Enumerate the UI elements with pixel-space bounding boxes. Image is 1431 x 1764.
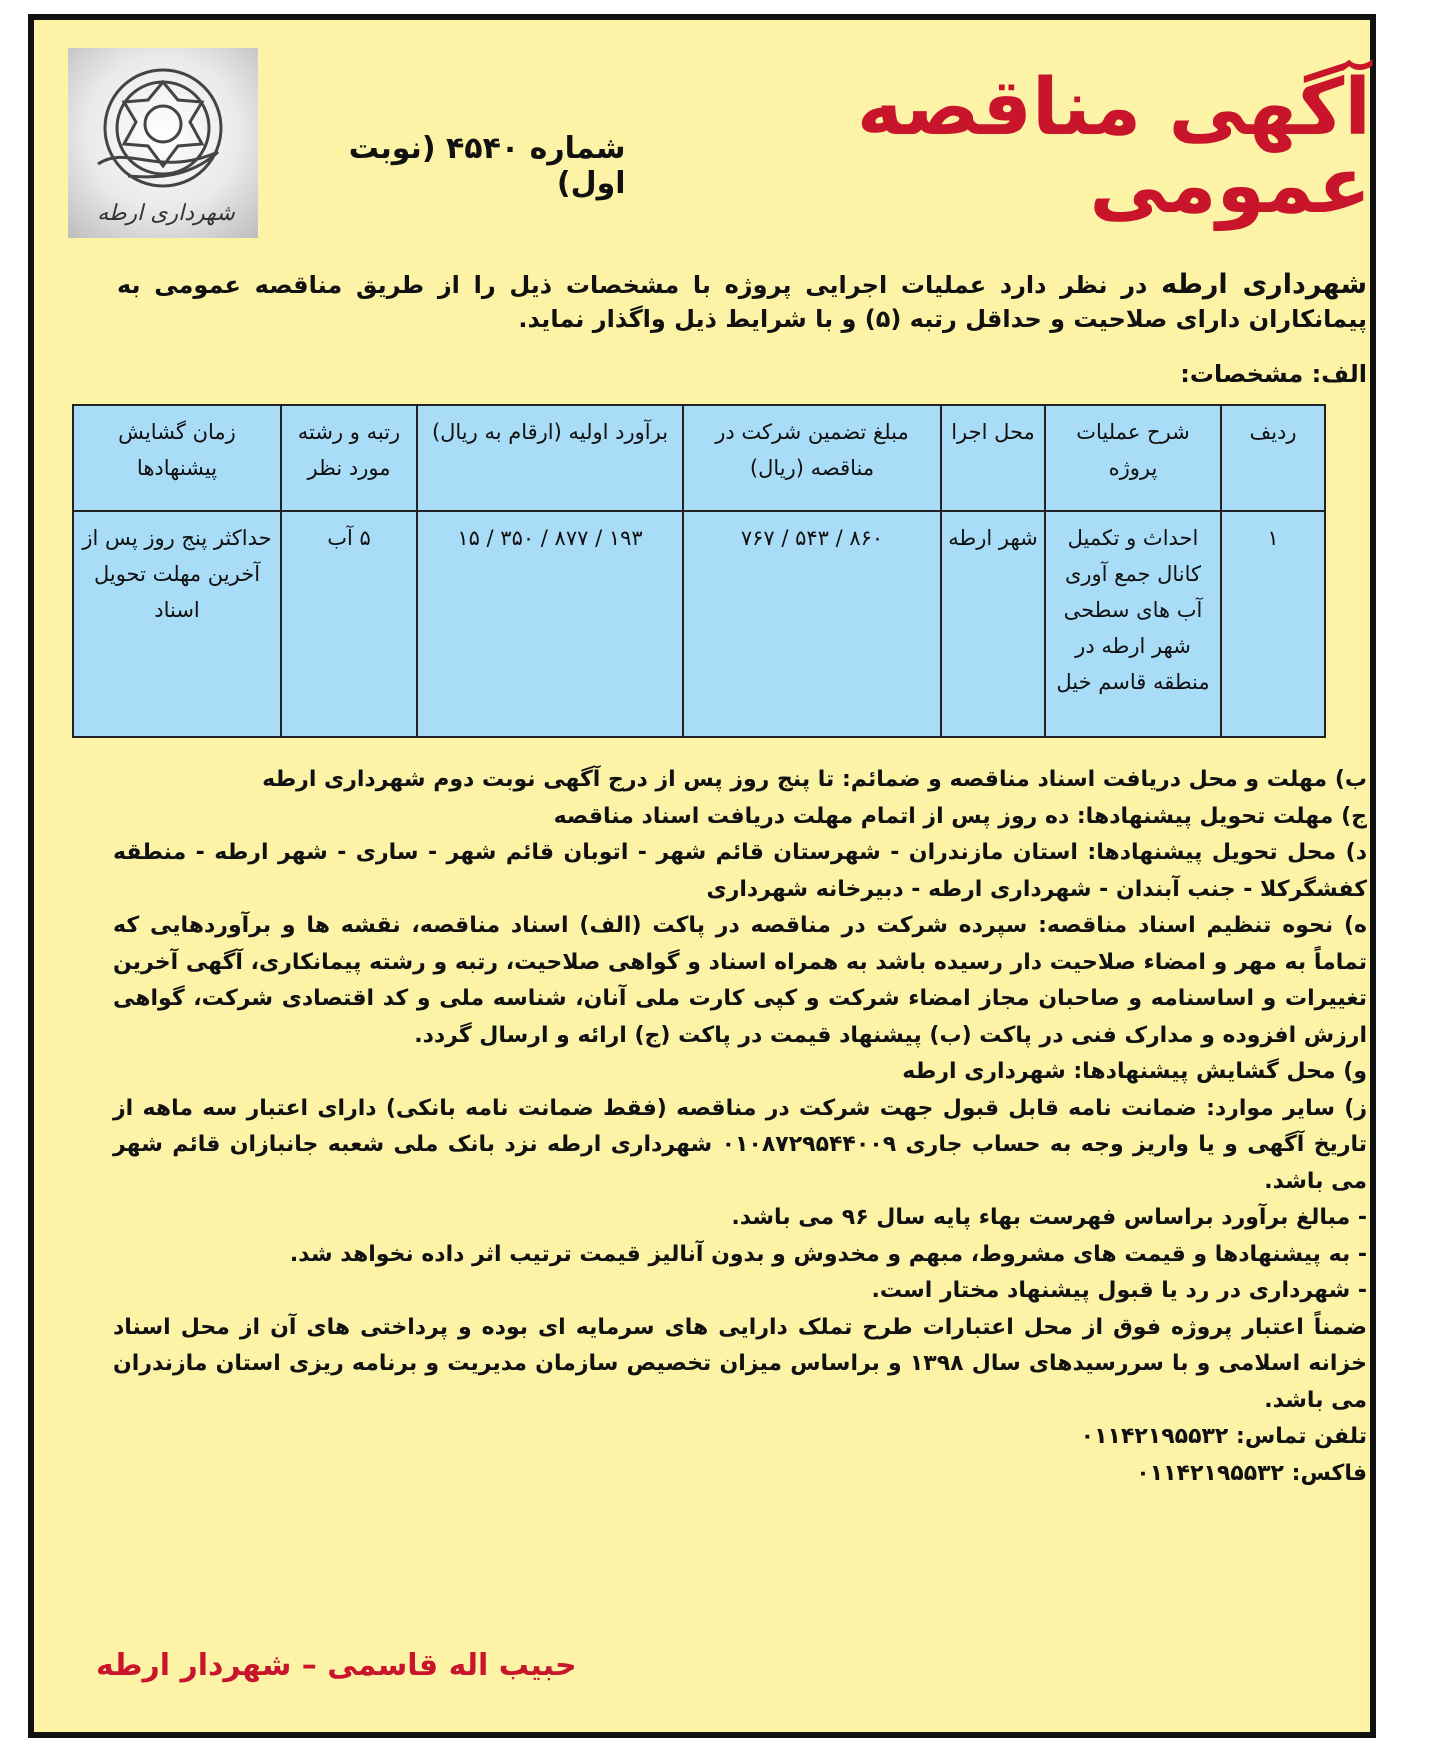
item-z: ز) سایر موارد: ضمانت نامه قابل قبول جهت شرکت در مناقصه (فقط ضمانت نامه بانکی) دارای اعتبار سه ماهه از تاریخ آگهی و یا واریز وجه به حساب جاری ۰۱۰۸۷۲۹۵۴۴۰۰۹ شهرداری ارطه نزد بانک ملی شعبه جانبازان قائم شهر می باشد. (113, 1095, 1368, 1194)
header-estimate: برآورد اولیه (ارقام به ریال) (417, 405, 683, 511)
note-conditional-bids: - به پیشنهادها و قیمت های مشروط، مبهم و مخدوش و بدون آنالیز قیمت ترتیب اثر داده نخواهد شد. (289, 1241, 1367, 1267)
logo-emblem-icon (68, 48, 258, 238)
notice-number: شماره ۴۵۴۰ (نوبت اول) (348, 131, 626, 201)
credit-paragraph: ضمناً اعتبار پروژه فوق از محل اعتبارات طرح تملک دارایی های سرمایه ای بوده و پرداختی های آن از محل اسناد خزانه اسلامی و با سررسیدهای سال ۱۳۹۸ و براساس میزان تخصیص سازمان مدیریت و برنامه ریزی استان مازندران می باشد. (113, 1314, 1367, 1413)
cell-estimate (417, 511, 683, 737)
header-row-number: ردیف (1221, 405, 1325, 511)
header-location: محل اجرا (941, 405, 1045, 511)
table-row (73, 511, 1325, 737)
header-guarantee: مبلغ تضمین شرکت در مناقصه (ریال) (683, 405, 941, 511)
item-v: و) محل گشایش پیشنهادها: شهرداری ارطه (902, 1059, 1367, 1084)
note-municipality-discretion: - شهرداری در رد یا قبول پیشنهاد مختار است. (871, 1278, 1367, 1303)
header (311, 63, 1371, 231)
header-opening-time: زمان گشایش پیشنهادها (73, 405, 281, 511)
intro-text: در نظر دارد عملیات اجرایی پروژه با مشخصات ذیل را از طریق مناقصه عمومی به پیمانکاران دارای صلاحیت و حداقل رتبه (۵) و با شرایط ذیل واگذار نماید. (117, 271, 1367, 333)
item-d: د) محل تحویل پیشنهادها: استان مازندران - شهرستان قائم شهر - اتوبان قائم شهر - ساری - شهر ارطه - منطقه کفشگرکلا - جنب آبندان - شهرداری ارطه - دبیرخانه شهرداری (113, 840, 1367, 902)
specs-label: الف: مشخصات: (1180, 360, 1367, 388)
phone-line: تلفن تماس: ۰۱۱۴۲۱۹۵۵۳۲ (1080, 1424, 1367, 1449)
header-grade: رتبه و رشته مورد نظر (281, 405, 417, 511)
cell-row-number: ۱ (1221, 511, 1325, 737)
item-h: ه) نحوه تنظیم اسناد مناقصه: سپرده شرکت در مناقصه در پاکت (الف) اسناد مناقصه، نقشه ها و برآوردهایی که تماماً به مهر و امضاء صلاحیت دار رسیده باشد به همراه اسناد و گواهی صلاحیت، رتبه و رشته پیمانکاری، آگهی آخرین تغییرات و اساسنامه و صاحبان مجاز امضاء شرکت و کپی کارت ملی آنان، شناسه ملی و کد اقتصادی شرکت، گواهی ارزش افزوده و مدارک فنی در پاکت (ب) پیشنهاد قیمت در پاکت (ج) ارائه و ارسال گردد. (113, 913, 1367, 1048)
item-b: ب) مهلت و محل دریافت اسناد مناقصه و ضمائم: تا پنج روز پس از درج آگهی نوبت دوم شهرداری ارطه (262, 767, 1367, 792)
municipality-logo (68, 48, 258, 238)
guarantee-amount: ۷۶۷ / ۵۴۳ / ۸۶۰ (740, 526, 884, 550)
cell-description: احداث و تکمیل کانال جمع آوری آب های سطحی شهر ارطه در منطقه قاسم خیل (1045, 511, 1221, 737)
item-j: ج) مهلت تحویل پیشنهادها: ده روز پس از اتمام مهلت دریافت اسناد مناقصه (553, 803, 1367, 829)
estimate-amount: ۱۵ / ۳۵۰ / ۸۷۷ / ۱۹۳ (457, 526, 643, 550)
cell-grade: ۵ آب (281, 511, 417, 737)
table-header-row (73, 405, 1325, 511)
header-description: شرح عملیات پروژه (1045, 405, 1221, 511)
signature: حبیب اله قاسمی – شهردار ارطه (96, 1648, 577, 1683)
cell-location: شهر ارطه (941, 511, 1045, 737)
intro-paragraph (117, 268, 1367, 336)
logo-caption: شهرداری ارطه (97, 201, 235, 226)
project-spec-table (72, 404, 1326, 738)
note-base-price: - مبالغ برآورد براساس فهرست بهاء پایه سال ۹۶ می باشد. (731, 1205, 1367, 1230)
fax-line: فاکس: ۰۱۱۴۲۱۹۵۵۳۲ (1136, 1460, 1367, 1486)
cell-guarantee (683, 511, 941, 737)
intro-lead: شهرداری ارطه (1161, 269, 1368, 300)
cell-opening-time: حداکثر پنج روز پس از آخرین مهلت تحویل اسناد (73, 511, 281, 737)
notice-title: آگهی مناقصه عمومی (856, 63, 1371, 231)
conditions-section (113, 762, 1367, 1492)
